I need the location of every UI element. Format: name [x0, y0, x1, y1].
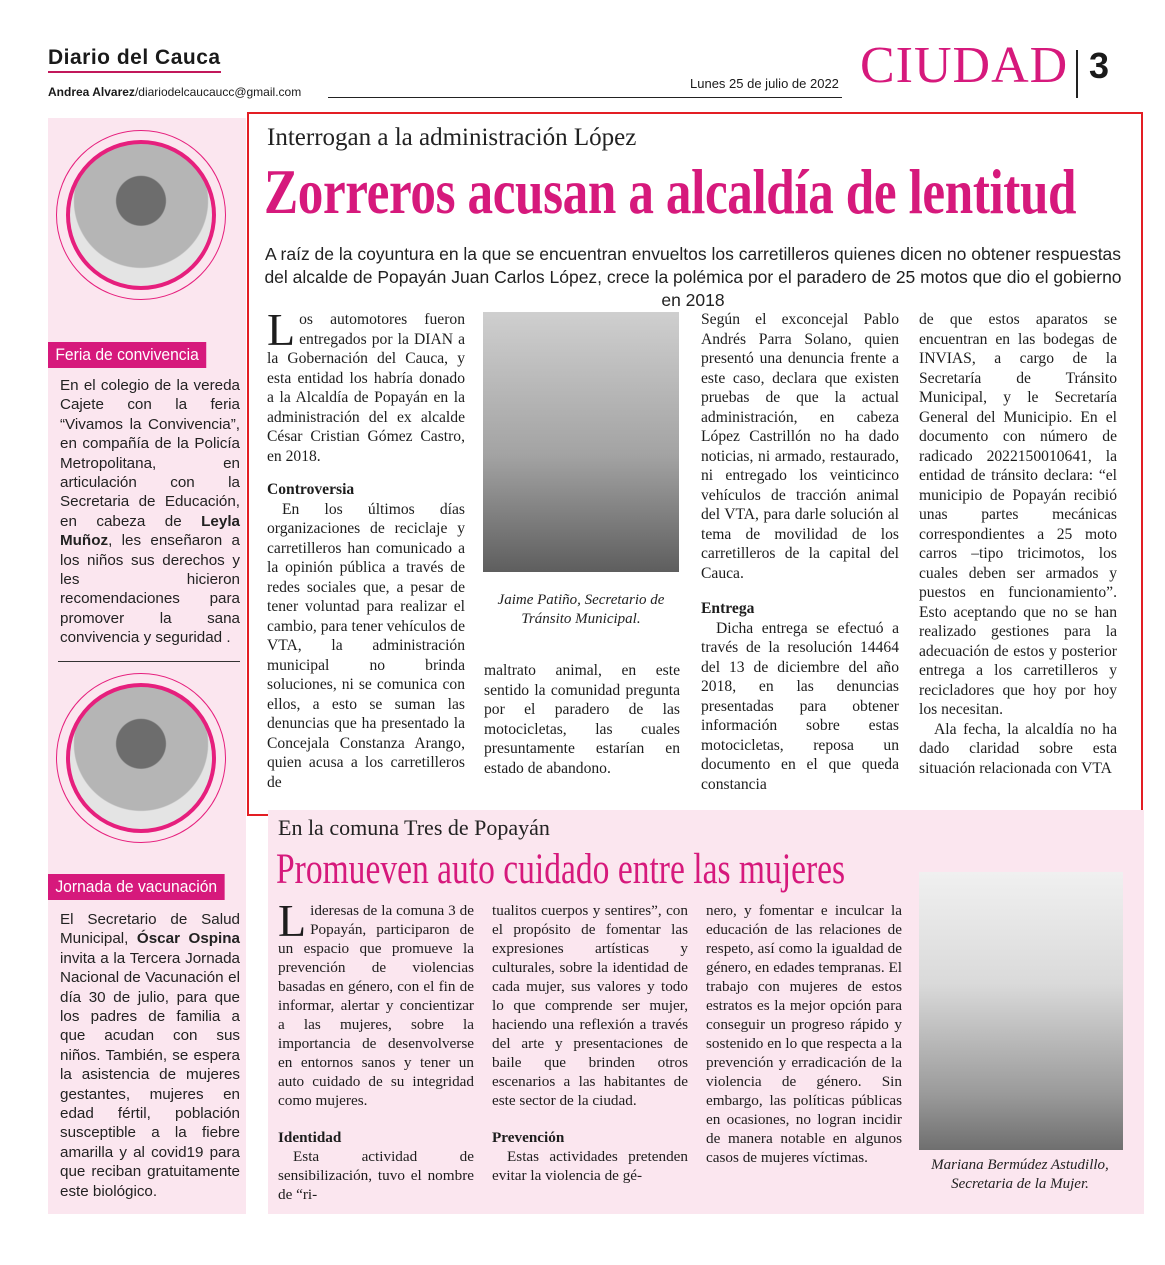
author-name: Andrea Alvarez — [48, 85, 135, 99]
article1-col4-para2: Ala fecha, la alcaldía no ha dado claridad sobre esta situación relacionada con VTA — [919, 720, 1117, 777]
sidebar-text-feria-2: , les enseñaron a los niños sus derechos y les hicieron recomendaciones para promover la sana convivencia y seguridad . — [60, 532, 240, 647]
article1-lead: A raíz de la coyuntura en la que se encuentran envueltos los carretilleros quienes dicen no obtener respuestas del alcalde de Popayán Juan Carlos López, crece la polémica por el paradero de 25 motos que dio el gobierno en 2018 — [264, 244, 1122, 310]
article1-col1-p1-text: os automotores fueron entregados por la DIAN a la Gobernación del Cauca, y esta entidad los habría donado a la Alcaldía de Popayán en la administración del ex alcalde César Cristian Gómez Castro, en 2018. — [267, 311, 465, 465]
article1-column-3 — [701, 310, 899, 794]
article2-column-2 — [492, 901, 688, 1185]
article1-col3-para2: Dicha entrega se efectuó a través de la resolución 14464 del 13 de diciembre del año 2018, en las denuncias presentadas para obtener información sobre estas motocicletas, reposa un documento en el que queda constancia — [701, 619, 899, 793]
sidebar-person-oscar: Óscar Ospina — [136, 930, 241, 948]
article2-photo-caption: Mariana Bermúdez Astudillo, Secretaria de la Mujer. — [931, 1157, 1109, 1192]
article1-col4-para1: de que estos aparatos se encuentran en las bodegas de INVIAS, a cargo de la Secretaría de Tránsito Municipal, y le Secretaría General del Municipio. En el documento con número de radicado 2022150010641, la entidad de tránsito declara: “el municipio de Popayán recibió unas partes mecánicas correspondientes a 25 moto carros –tipo tricimotos, los cuales deben ser armados y puestos en funcionamiento”. Esto aceptando que no se han realizado gestiones para la adecuación de estos y posterior entrega a los carretilleros y recicladores que hoy por hoy los necesitan. — [919, 311, 1117, 718]
section-separator — [1076, 50, 1078, 98]
header-rule — [328, 97, 842, 98]
article2-dropcap: L — [278, 895, 307, 946]
sidebar-divider — [58, 661, 240, 662]
issue-date: Lunes 25 de julio de 2022 — [690, 76, 839, 91]
article2-col3-para1: nero, y fomentar e inculcar la educación de las relaciones de respeto, así como la igualdad de género, en edades tempranas. El trabajo con mujeres de estos estratos es la mejor opción para conseguir un progreso rápido y sostenido en lo que respecta a la prevención y erradicación de la violencia de género. Sin embargo, las políticas públicas en ocasiones, no logran incidir de manera notable en algunos casos de mujeres víctimas. — [706, 902, 902, 1166]
article1-column-1 — [267, 304, 465, 792]
article2-col1-p1-text: ideresas de la comuna 3 de Popayán, participaron de un espacio que promueve la prevención de violencias basadas en género, con el fin de informar, alertar y concientizar a las mujeres, sobre la importancia de desenvolverse en entornos sanos y tener un auto cuidado de su integridad como mujeres. — [278, 902, 474, 1109]
article2-col2-para2: Estas actividades pretenden evitar la violencia de gé- — [492, 1148, 688, 1184]
section-title: CIUDAD — [860, 37, 1069, 94]
article2-col2-para1: tualitos cuerpos y sentires”, con el propósito de fomentar las expresiones artísticas y culturales, sobre la identidad de cada mujer, sus valores y todo lo que comprende ser mujer, haciendo una reflexión a través del arte y presentaciones de baile que brinden otros escenarios a las habitantes de este sector de la ciudad. — [492, 902, 688, 1109]
article2-subhead-prevencion: Prevención — [492, 1129, 565, 1146]
article1-photo-caption: Jaime Patiño, Secretario de Tránsito Municipal. — [497, 592, 665, 627]
author-email: /diariodelcaucaucc@gmail.com — [134, 85, 302, 99]
article1-kicker: Interrogan a la administración López — [267, 124, 637, 151]
sidebar-text-vacunacion — [60, 910, 240, 1201]
article2-col1-para1 — [278, 895, 474, 1110]
article1-col1-para2: En los últimos días organizaciones de reciclaje y carretilleros han comunicado a la opinión pública a través de redes sociales que, a pesar de tener voluntad para realizar el cambio, para tener vehículos de VTA, la administración municipal no brinda soluciones, ni se comunica con ellos, a esto se suman las denuncias que ha presentado la Concejala Constanza Arango, quien acusa a los carretilleros de — [267, 500, 465, 791]
sidebar-person-leyla: Leyla Muñoz — [60, 512, 240, 550]
article2-kicker: En la comuna Tres de Popayán — [278, 815, 550, 840]
article2-column-3 — [706, 901, 902, 1167]
author-line — [48, 85, 301, 99]
photo-jaime-patino — [483, 312, 679, 572]
photo-mariana-bermudez — [919, 872, 1123, 1150]
portrait-leyla-munoz — [66, 140, 216, 290]
article1-column-2 — [484, 661, 680, 778]
article1-dropcap: L — [267, 304, 296, 355]
page-number: 3 — [1089, 45, 1110, 86]
article1-subhead-controversia: Controversia — [267, 481, 355, 498]
sidebar-text-vacunacion-1: El Secretario de Salud Municipal, — [60, 911, 240, 948]
article2-subhead-identidad: Identidad — [278, 1129, 342, 1146]
portrait-oscar-ospina — [66, 683, 216, 833]
article1-col3-para1: Según el exconcejal Pablo Andrés Parra Solano, quien presentó una denuncia frente a este caso, declara que existen pruebas de que la actual administración, en cabeza López Castrillón no ha dado noticias, ni armado, restaurado, ni entregado los veinticinco vehículos de tracción animal del VTA, para darle solución al tema de movilidad de los carretilleros de la capital del Cauca. — [701, 311, 899, 582]
sidebar-label-vacunacion: Jornada de vacunación — [48, 874, 224, 900]
article1-col1-para1 — [267, 304, 465, 466]
sidebar-text-feria-1: En el colegio de la vereda Cajete con la feria “Vivamos la Convivencia”, en compañía de la Policía Metropolitana, en articulación con la Secretaria de Educación, en cabeza de — [60, 377, 240, 530]
masthead: Diario del Cauca — [48, 46, 221, 73]
sidebar-text-vacunacion-2: invita a la Tercera Jornada Nacional de Vacunación el día 30 de julio, para que los padres de familia a que acudan con sus niños. También, se espera la asistencia de mujeres gestantes, mujeres en edad fértil, población susceptible a la fiebre amarilla y al covid19 para que reciban gratuitamente este biológico. — [60, 949, 240, 1200]
sidebar-label-feria: Feria de convivencia — [48, 342, 206, 368]
article1-col2-para1: maltrato animal, en este sentido la comunidad pregunta por el paradero de las motocicletas, las cuales presuntamente estarían en estado de abandono. — [484, 662, 680, 777]
sidebar-text-feria — [60, 376, 240, 648]
article2-headline: Promueven auto cuidado entre las mujeres — [276, 846, 846, 893]
article1-column-4 — [919, 310, 1117, 778]
article1-headline: Zorreros acusan a alcaldía de lentitud — [264, 156, 1077, 227]
article2-col1-para2: Esta actividad de sensibilización, tuvo el nombre de “ri- — [278, 1148, 474, 1203]
article1-subhead-entrega: Entrega — [701, 600, 755, 617]
article2-column-1 — [278, 895, 474, 1204]
